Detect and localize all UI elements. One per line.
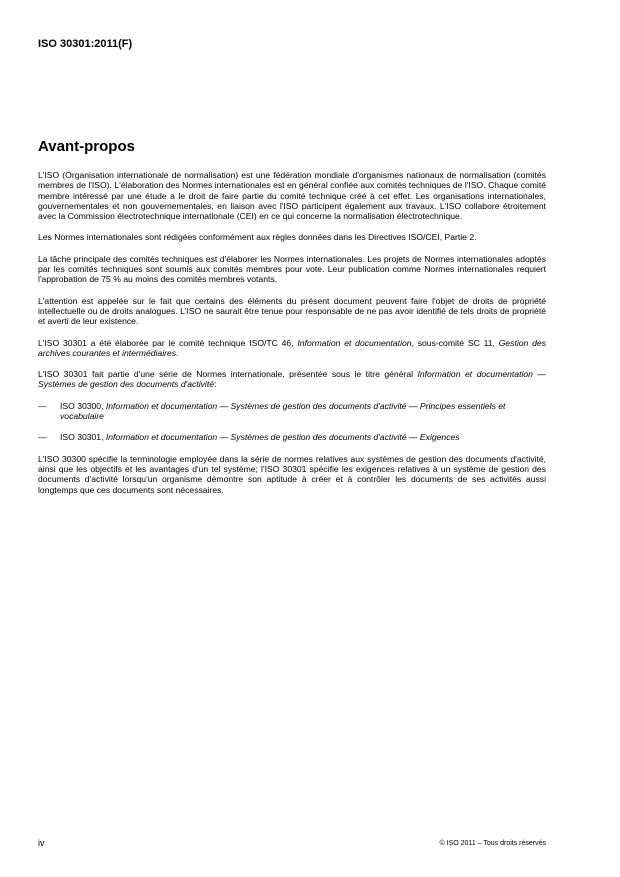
subcommittee-text: , sous-comité SC 11, <box>411 337 499 348</box>
paragraph-technical-committees: La tâche principale des comités techniques est d'élaborer les Normes internationales. Les projets de Normes internationales adoptés par les comités techniques sont soumis aux comités membres pour vote. Leur publication comme Normes internationales requiert l'approbation de 75 % au moins des comités membres votants. <box>38 253 546 285</box>
series-general-title: Information et documentation — Systèmes de gestion des documents d'activité <box>38 369 546 390</box>
document-id: ISO 30301:2011(F) <box>38 38 133 50</box>
paragraph-prepared-by <box>38 338 546 359</box>
paragraph-scope: L'ISO 30300 spécifie la terminologie employée dans la série de normes relatives aux systèmes de gestion des documents d'activité, ainsi que les objectifs et les avantages d'un tel système; l'ISO 30301 spécifie les exigences relatives à un système de gestion des documents d'activité lorsqu'un organisme démontre son aptitude à créer et à contrôler les documents de ses activités aussi longtemps que ces documents sont nécessaires. <box>38 453 546 495</box>
page-number: iv <box>38 838 45 848</box>
list-dash: — <box>38 400 47 411</box>
paragraph-iso-organization: L'ISO (Organisation internationale de normalisation) est une fédération mondiale d'organismes nationaux de normalisation (comités membres de l'ISO). L'élaboration des Normes internationales est en général confiée aux comités techniques de l'ISO. Chaque comité membre intéressé par une étude a le droit de faire partie du comité technique créé à cet effet. Les organisations internationales, gouvernementales et non gouvernementales, en liaison avec l'ISO participent également aux travaux. L'ISO collabore étroitement avec la Commission électrotechnique internationale (CEI) en ce qui concerne la normalisation électrotechnique. <box>38 170 546 222</box>
series-intro-text: L'ISO 30301 fait partie d'une série de Normes internationale, présentée sous le titre général <box>38 369 418 380</box>
list-dash: — <box>38 432 47 443</box>
period: . <box>176 347 179 358</box>
list-ref: ISO 30300, <box>60 400 106 411</box>
colon: : <box>214 379 217 390</box>
list-title: Information et documentation — Systèmes de gestion des documents d'activité — Principes essentiels et vocabulaire <box>60 400 506 422</box>
list-item-iso-30300 <box>38 401 546 422</box>
page-title: Avant-propos <box>38 138 135 155</box>
paragraph-patent-rights: L'attention est appelée sur le fait que certains des éléments du présent document peuvent faire l'objet de droits de propriété intellectuelle ou de droits analogues. L'ISO ne saurait être tenue pour responsable de ne pas avoir identifié de tels droits de propriété et averti de leur existence. <box>38 295 546 327</box>
paragraph-series <box>38 369 546 390</box>
list-item-iso-30301 <box>38 432 546 442</box>
committee-title: Information et documentation <box>297 337 412 348</box>
prepared-by-text: L'ISO 30301 a été élaborée par le comité technique ISO/TC 46, <box>38 337 298 348</box>
list-ref: ISO 30301, <box>60 432 106 443</box>
subcommittee-title: Gestion des archives courantes et intermédiaires <box>38 337 546 358</box>
copyright: © ISO 2011 – Tous droits réservés <box>439 840 546 847</box>
foreword-body <box>38 170 546 506</box>
paragraph-directives: Les Normes internationales sont rédigées conformément aux règles données dans les Directives ISO/CEI, Partie 2. <box>38 232 477 243</box>
list-title: Information et documentation — Systèmes de gestion des documents d'activité — Exigences <box>105 432 460 443</box>
